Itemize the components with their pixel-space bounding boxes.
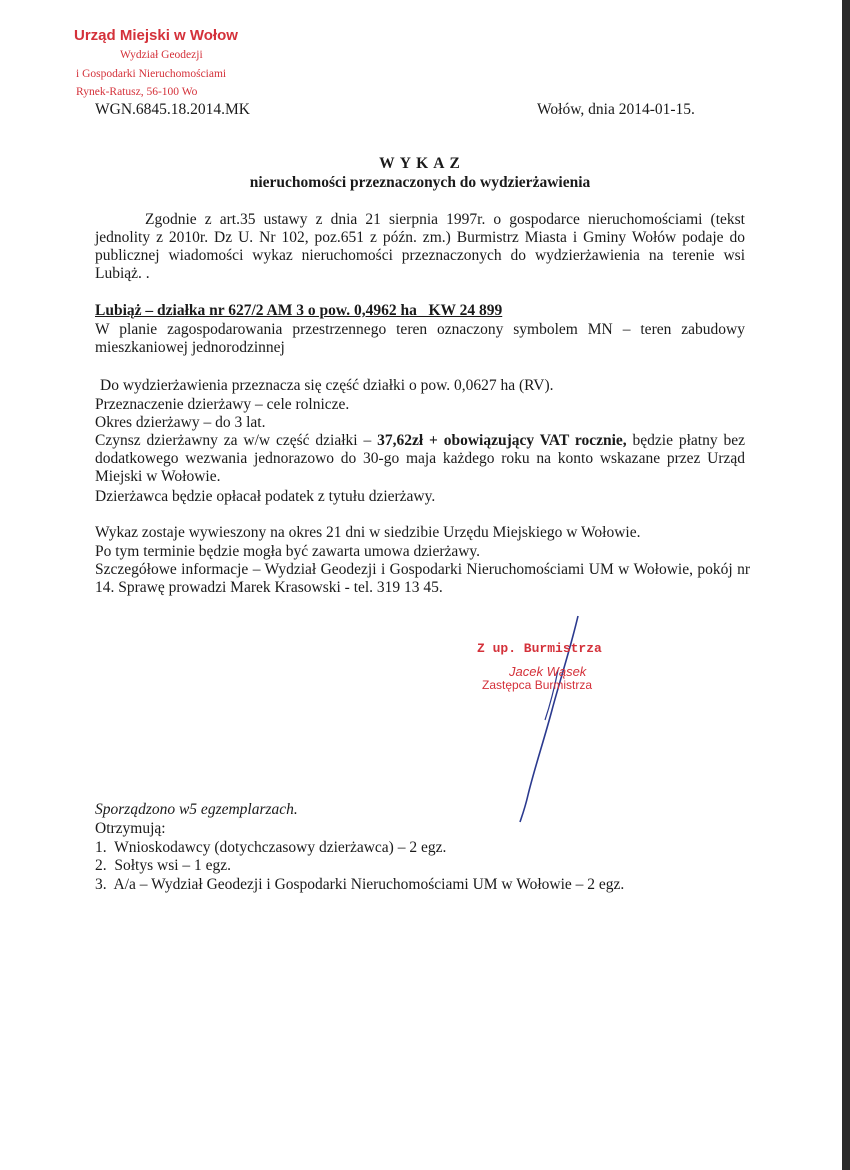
document-subtitle: nieruchomości przeznaczonych do wydzierżawienia: [249, 174, 591, 191]
lease-tax: Dzierżawca będzie opłacał podatek z tytułu dzierżawy.: [95, 488, 436, 505]
recipient-item: 3. A/a – Wydział Geodezji i Gospodarki Nieruchomościami UM w Wołowie – 2 egz.: [95, 876, 625, 893]
lease-purpose: Przeznaczenie dzierżawy – cele rolnicze.: [95, 396, 350, 413]
rent-suffix: będzie płatny bez dodatkowego wezwania jednorazowo do 30-go maja każdego roku na konto wskazane przez Urząd Miejski w Wołowie.: [95, 432, 745, 485]
recipients-heading: Otrzymują:: [95, 820, 166, 837]
stamp-department-cont: i Gospodarki Nieruchomościami: [76, 68, 227, 80]
stamp-address: Rynek-Ratusz, 56-100 Wo: [76, 86, 198, 98]
signature-title: Zastępca Burmistrza: [482, 678, 593, 692]
place-date: Wołów, dnia 2014-01-15.: [537, 101, 695, 118]
posting-info: Wykaz zostaje wywieszony na okres 21 dni w siedzibie Urzędu Miejskiego w Wołowie.: [95, 524, 641, 541]
stamp-office-name: Urząd Miejski w Wołow: [74, 27, 238, 44]
signature-name: Jacek Wąsek: [509, 664, 587, 679]
rent-prefix: Czynsz dzierżawny za w/w część działki –: [95, 432, 378, 449]
intro-paragraph: Zgodnie z art.35 ustawy z dnia 21 sierpnia 1997r. o gospodarce nieruchomościami (tekst jednolity z 2010r. Dz U. Nr 102, poz.651 z późn. zm.) Burmistrz Miasta i Gminy Wołów podaje do publicznej wiadomości wykaz nieruchomości przeznaczonych do wydzierżawienia na terenie wsi Lubiąż. .: [95, 211, 745, 282]
rent-amount: 37,62zł + obowiązujący VAT rocznie,: [377, 432, 627, 449]
stamp-department: Wydział Geodezji: [120, 49, 203, 61]
contact-info: Szczegółowe informacje – Wydział Geodezji i Gospodarki Nieruchomościami UM w Wołowie, pokój nr 14. Sprawę prowadzi Marek Krasowski - tel. 319 13 45.: [95, 561, 750, 596]
zoning-plan: W planie zagospodarowania przestrzennego teren oznaczony symbolem MN – teren zabudowy mieszkaniowej jednorodzinnej: [95, 321, 745, 356]
lease-period: Okres dzierżawy – do 3 lat.: [95, 414, 266, 431]
scan-edge: [842, 0, 850, 1170]
lease-rent: [95, 432, 745, 486]
contract-info: Po tym terminie będzie mogła być zawarta umowa dzierżawy.: [95, 543, 481, 560]
reference-number: WGN.6845.18.2014.MK: [95, 101, 250, 118]
recipient-item: 2. Sołtys wsi – 1 egz.: [95, 857, 232, 874]
signature-authority: Z up. Burmistrza: [477, 641, 602, 656]
copies-note: Sporządzono w5 egzemplarzach.: [95, 801, 298, 818]
property-heading: Lubiąż – działka nr 627/2 AM 3 o pow. 0,4962 ha KW 24 899: [95, 302, 503, 319]
document-title: W Y K A Z: [379, 155, 461, 172]
recipient-item: 1. Wnioskodawcy (dotychczasowy dzierżawca) – 2 egz.: [95, 839, 447, 856]
lease-part: Do wydzierżawienia przeznacza się część działki o pow. 0,0627 ha (RV).: [100, 377, 554, 394]
